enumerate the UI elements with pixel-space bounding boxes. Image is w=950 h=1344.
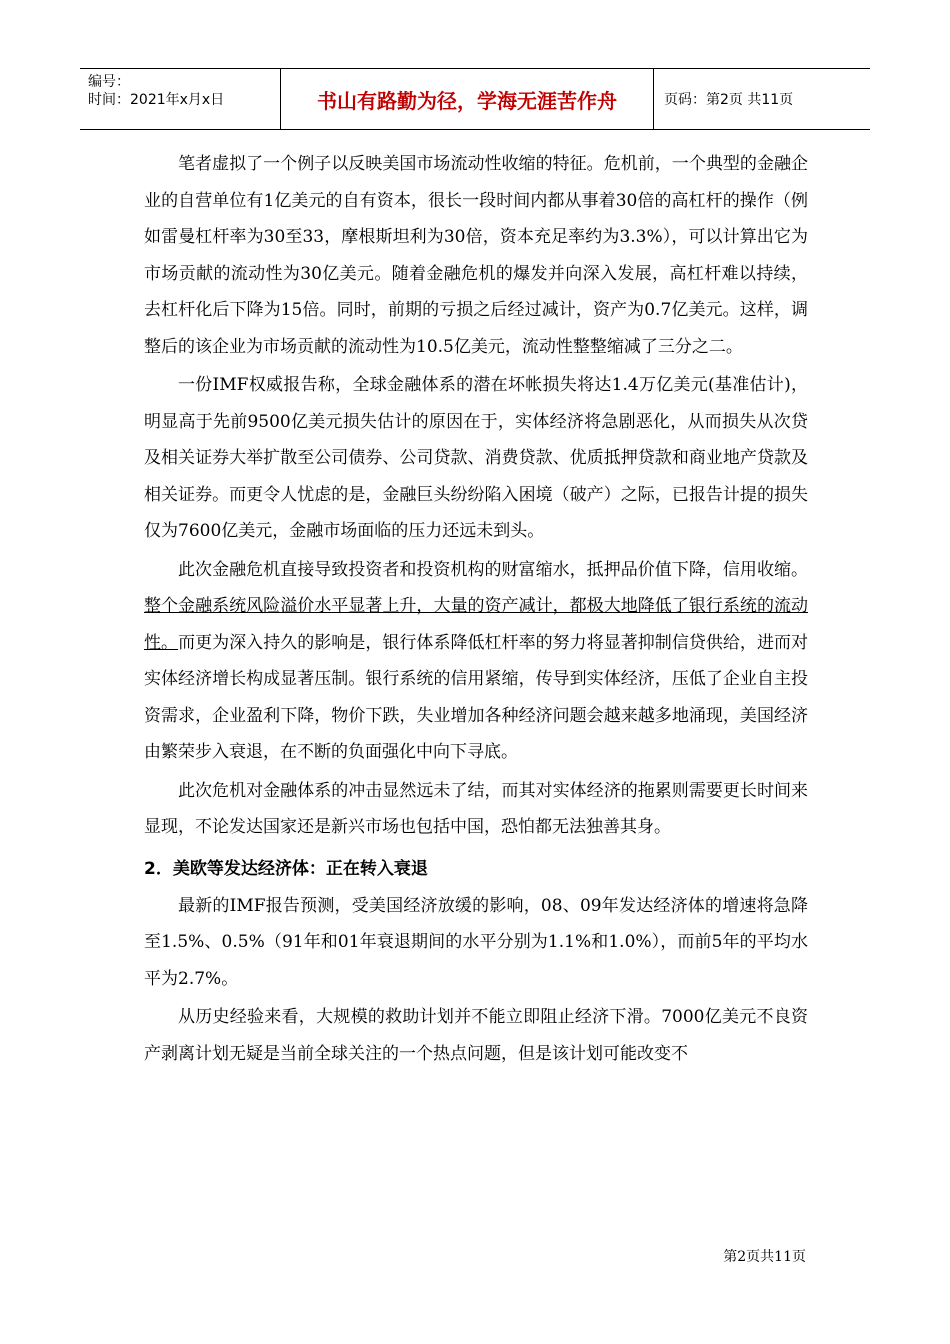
document-body — [144, 146, 808, 1072]
paragraph-4: 此次危机对金融体系的冲击显然远未了结，而其对实体经济的拖累则需要更长时间来显现，不论发达国家还是新兴市场也包括中国，恐怕都无法独善其身。 — [144, 780, 808, 837]
paragraph-6: 从历史经验来看，大规模的救助计划并不能立即阻止经济下滑。7000亿美元不良资产剥离计划无疑是当前全球关注的一个热点问题，但是该计划可能改变不 — [144, 1007, 808, 1064]
paragraph-3 — [144, 552, 808, 771]
header-motto: 书山有路勤为径，学海无涯苦作舟 — [280, 69, 654, 129]
underlined-sentence: 整个金融系统风险溢价水平显著上升，大量的资产减计，都极大地降低了银行系统的流动性。 — [144, 596, 808, 653]
page-header — [80, 68, 870, 130]
header-meta — [80, 69, 280, 129]
paragraph-5: 最新的IMF报告预测，受美国经济放缓的影响，08、09年发达经济体的增速将急降至1.5%、0.5%（91年和01年衰退期间的水平分别为1.1%和1.0%），而前5年的平均水平为2.7%。 — [144, 895, 808, 989]
paragraph-2: 一份IMF权威报告称，全球金融体系的潜在坏帐损失将达1.4万亿美元(基准估计)，明显高于先前9500亿美元损失估计的原因在于，实体经济将急剧恶化，从而损失从次贷及相关证券大举扩散至公司债券、公司贷款、消费贷款、优质抵押贷款和商业地产贷款及相关证券。而更令人忧虑的是，金融巨头纷纷陷入困境（破产）之际，已报告计提的损失仅为7600亿美元，金融市场面临的压力还远未到头。 — [144, 375, 808, 541]
paragraph-3-start: 此次金融危机直接导致投资者和投资机构的财富缩水，抵押品价值下降，信用收缩。 — [178, 559, 808, 580]
page-footer: 第2页共11页 — [723, 1249, 806, 1265]
header-page-info: 页码：第2页 共11页 — [664, 92, 794, 108]
section-heading: 2．美欧等发达经济体：正在转入衰退 — [144, 858, 428, 879]
document-number-label: 编号： — [88, 74, 130, 90]
paragraph-1: 笔者虚拟了一个例子以反映美国市场流动性收缩的特征。危机前，一个典型的金融企业的自营单位有1亿美元的自有资本，很长一段时间内都从事着30倍的高杠杆的操作（例如雷曼杠杆率为30至33，摩根斯坦利为30倍，资本充足率约为3.3%），可以计算出它为市场贡献的流动性为30亿美元。随着金融危机的爆发并向深入发展，高杠杆难以持续，去杠杆化后下降为15倍。同时，前期的亏损之后经过减计，资产为0.7亿美元。这样，调整后的该企业为市场贡献的流动性为10.5亿美元，流动性整整缩减了三分之二。 — [144, 154, 808, 357]
paragraph-3-end: 而更为深入持久的影响是，银行体系降低杠杆率的努力将显著抑制信贷供给，进而对实体经济增长构成显著压制。银行系统的信用紧缩，传导到实体经济，压低了企业自主投资需求，企业盈利下降，物价下跌，失业增加各种经济问题会越来越多地涌现，美国经济由繁荣步入衰退，在不断的负面强化中向下寻底。 — [144, 632, 809, 762]
document-date-label: 时间：2021年x月x日 — [88, 92, 225, 108]
